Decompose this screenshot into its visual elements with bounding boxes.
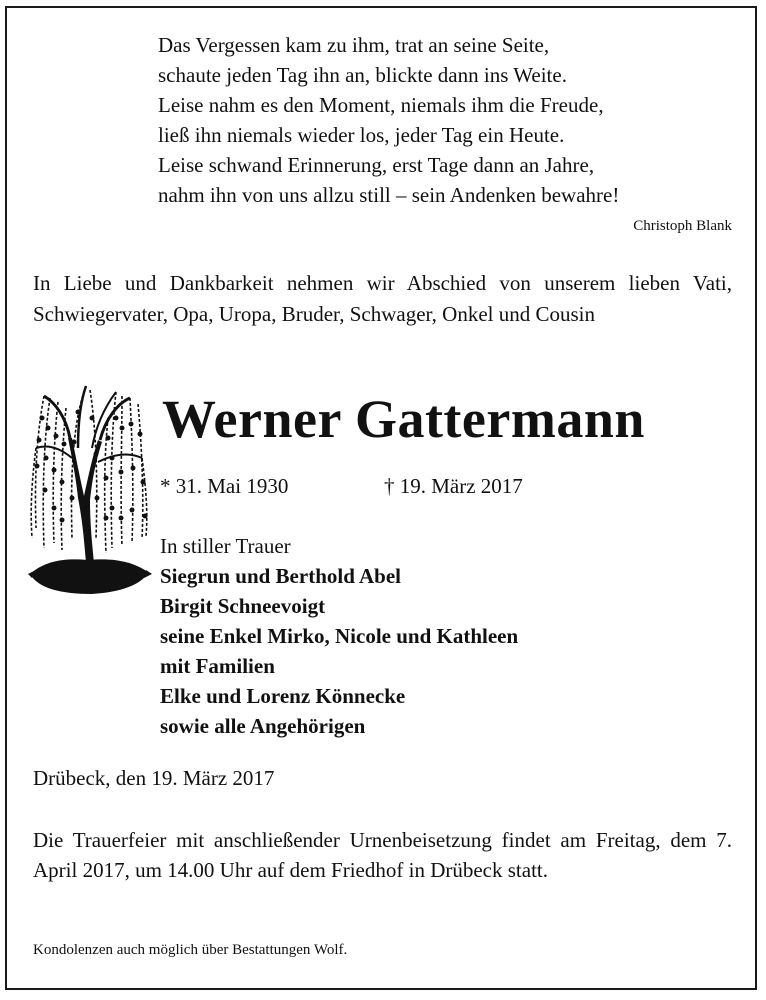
funeral-info: Die Trauerfeier mit anschließender Urnenbeisetzung findet am Freitag, dem 7. April 2017, um 14.00 Uhr auf dem Friedhof in Drübeck statt. [33,828,732,882]
weeping-willow-icon [26,378,152,602]
intro-text: In Liebe und Dankbarkeit nehmen wir Abschied von unserem lieben Vati, Schwiegervater, Opa, Uropa, Bruder, Schwager, Onkel und Cousin [33,271,732,326]
poem-line: Leise schwand Erinnerung, erst Tage dann an Jahre, [158,153,595,177]
mourner-entry: mit Familien [160,654,275,678]
mourner-entry: Elke und Lorenz Könnecke [160,684,406,708]
mourner-entry: Siegrun und Berthold Abel [160,564,401,588]
mourners-block [160,531,518,741]
poem-line: schaute jeden Tag ihn an, blickte dann ins Weite. [158,63,567,87]
mourner-entry: sowie alle Angehörigen [160,714,366,738]
poem-line: Das Vergessen kam zu ihm, trat an seine Seite, [158,33,550,57]
poem-line: Leise nahm es den Moment, niemals ihm die Freude, [158,93,604,117]
deceased-name: Werner Gattermann [162,389,645,449]
birth-date: * 31. Mai 1930 [160,474,289,498]
poem-author: Christoph Blank [633,218,732,234]
mourner-entry: Birgit Schneevoigt [160,594,326,618]
place-date: Drübeck, den 19. März 2017 [33,766,275,790]
poem [158,30,738,210]
condolences-note: Kondolenzen auch möglich über Bestattungen Wolf. [33,942,348,958]
death-date: † 19. März 2017 [384,474,523,498]
poem-line: ließ ihn niemals wieder los, jeder Tag ein Heute. [158,123,565,147]
mourning-label: In stiller Trauer [160,534,291,558]
mourner-entry: seine Enkel Mirko, Nicole und Kathleen [160,624,519,648]
poem-line: nahm ihn von uns allzu still – sein Andenken bewahre! [158,183,620,207]
